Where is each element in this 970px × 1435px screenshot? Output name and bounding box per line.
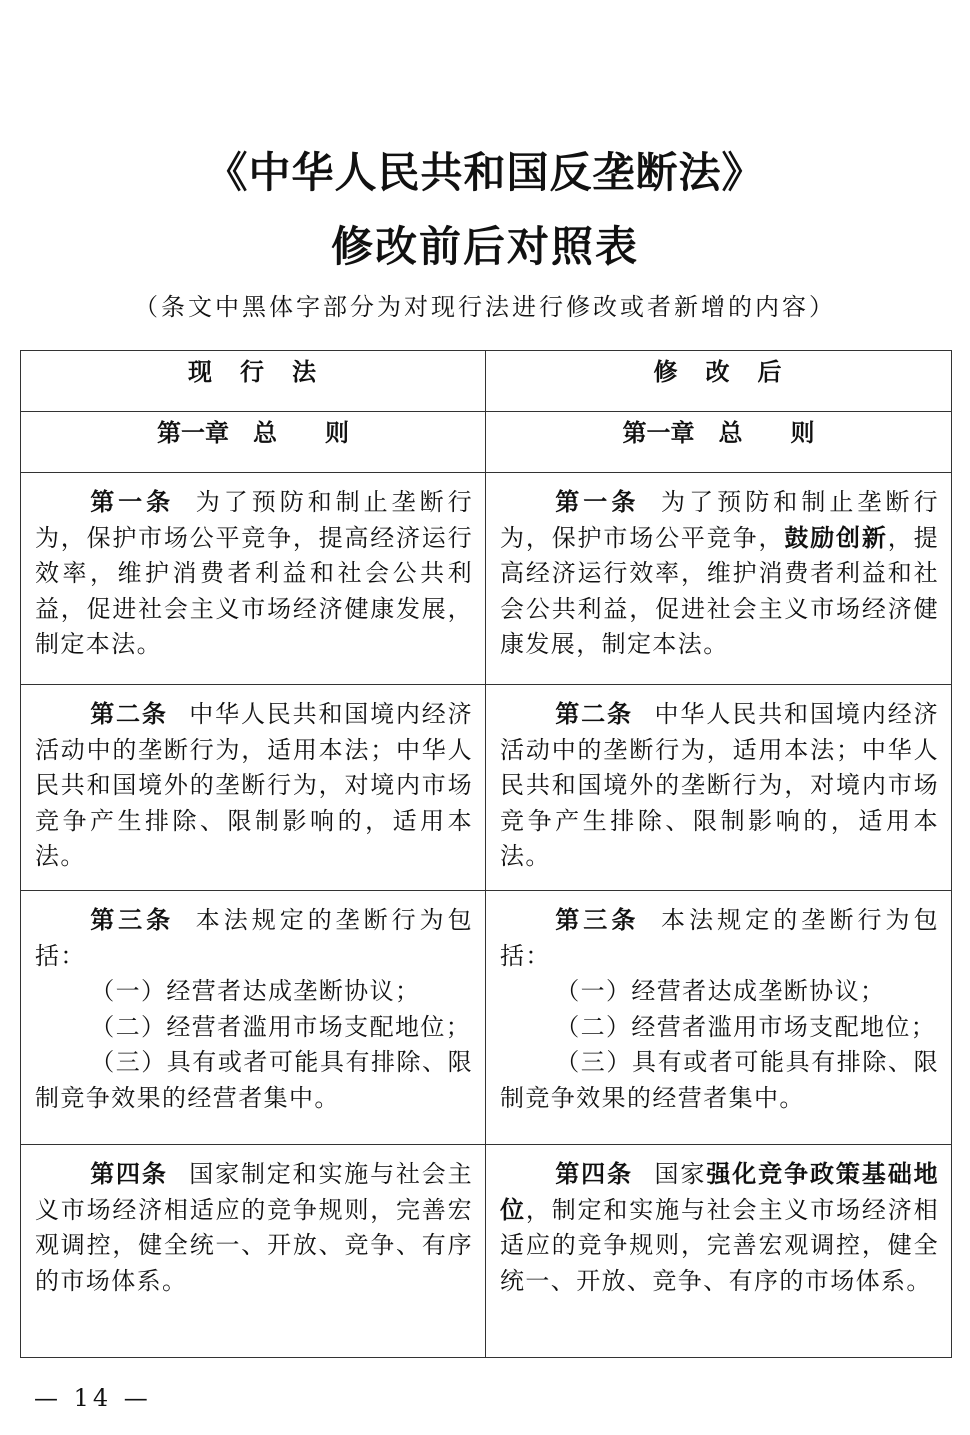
- chapter-title-current: 第一章 总 则: [21, 412, 486, 473]
- list-item: （三）具有或者可能具有排除、限制竞争效果的经营者集中。: [35, 1048, 473, 1112]
- list-item: （一）经营者达成垄断协议；: [555, 977, 886, 1005]
- article-label: 第四条: [555, 1160, 633, 1188]
- article-text: 国家: [654, 1160, 707, 1188]
- page-number: — 14 —: [34, 1384, 152, 1412]
- list-item: （三）具有或者可能具有排除、限制竞争效果的经营者集中。: [500, 1048, 939, 1112]
- document-title-line2: 修改前后对照表: [330, 222, 639, 271]
- table-row: [21, 1145, 952, 1358]
- article-4-current: [21, 1145, 486, 1358]
- article-text: 国家制定和实施与社会主义市场经济相适应的竞争规则，完善宏观调控，健全统一、开放、竞争、有序的市场体系。: [35, 1160, 473, 1295]
- article-label: 第三条: [90, 906, 175, 934]
- table-row: [21, 891, 952, 1145]
- document-subtitle: （条文中黑体字部分为对现行法进行修改或者新增的内容）: [134, 293, 836, 321]
- article-4-revised: [486, 1145, 952, 1358]
- article-2-current: [21, 685, 486, 891]
- article-label: 第二条: [90, 700, 168, 728]
- comparison-table: [20, 350, 952, 1358]
- amended-text: 鼓励创新: [784, 523, 888, 552]
- article-text: ，制定和实施与社会主义市场经济相适应的竞争规则，完善宏观调控，健全统一、开放、竞争、有序的市场体系。: [500, 1195, 939, 1295]
- article-3-current: [21, 891, 486, 1145]
- article-1-revised: [486, 473, 952, 685]
- list-item: （一）经营者达成垄断协议；: [90, 977, 421, 1005]
- chapter-row: [21, 412, 952, 473]
- table-header-row: [21, 351, 952, 412]
- article-text: 本法规定的垄断行为包括：: [35, 906, 474, 970]
- article-label: 第一条: [90, 488, 175, 516]
- chapter-title-revised: 第一章 总 则: [486, 412, 952, 473]
- article-text: 中华人民共和国境内经济活动中的垄断行为，适用本法；中华人民共和国境外的垄断行为，对境内市场竞争产生排除、限制影响的，适用本法。: [35, 700, 473, 870]
- article-text: 为了预防和制止垄断行为，保护市场公平竞争，提高经济运行效率，维护消费者利益和社会公共利益，促进社会主义市场经济健康发展，制定本法。: [35, 488, 474, 658]
- table-row: [21, 685, 952, 891]
- article-text: 本法规定的垄断行为包括：: [500, 906, 940, 970]
- amended-text: 强化竞争政策基础地位: [500, 1160, 940, 1224]
- article-text: 中华人民共和国境内经济活动中的垄断行为，适用本法；中华人民共和国境外的垄断行为，对境内市场竞争产生排除、限制影响的，适用本法。: [500, 700, 939, 870]
- article-label: 第四条: [90, 1160, 168, 1188]
- table-row: [21, 473, 952, 685]
- column-header-revised-law: 修 改 后: [486, 351, 952, 412]
- article-text: 为了预防和制止垄断行为，保护市场公平竞争，: [500, 488, 940, 552]
- document-title-line1: 《中华人民共和国反垄断法》: [205, 148, 765, 197]
- article-3-revised: [486, 891, 952, 1145]
- article-label: 第二条: [555, 700, 633, 728]
- column-header-current-law: 现 行 法: [21, 351, 486, 412]
- article-text: ，提高经济运行效率，维护消费者利益和社会公共利益，促进社会主义市场经济健康发展，制定本法。: [500, 523, 939, 658]
- list-item: （二）经营者滥用市场支配地位；: [555, 1012, 937, 1041]
- article-label: 第一条: [555, 488, 640, 516]
- article-label: 第三条: [555, 906, 640, 934]
- list-item: （二）经营者滥用市场支配地位；: [90, 1012, 472, 1041]
- article-2-revised: [486, 685, 952, 891]
- article-1-current: [21, 473, 486, 685]
